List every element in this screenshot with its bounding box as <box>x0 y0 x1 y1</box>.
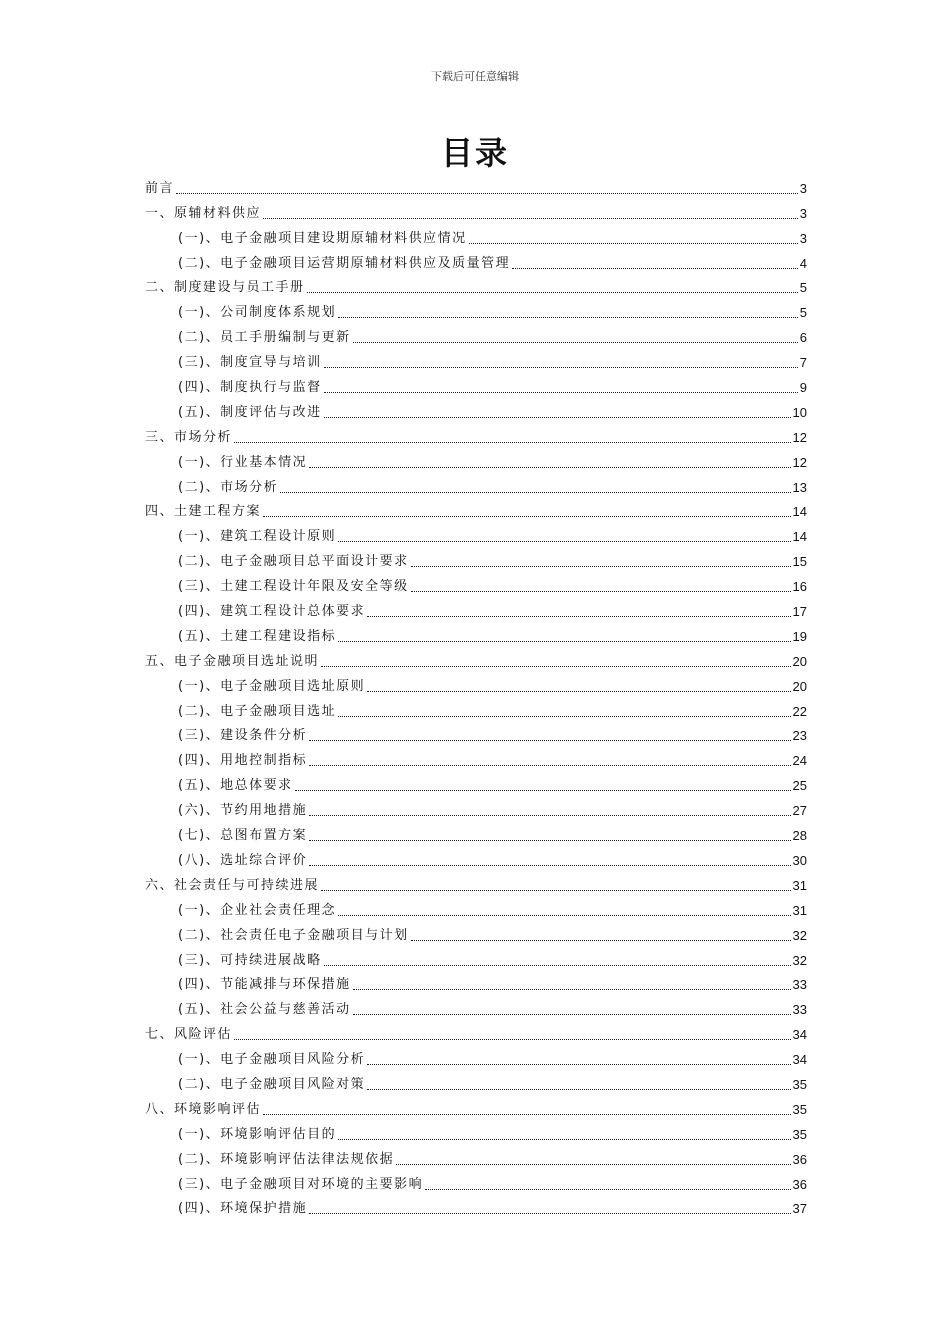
toc-entry-label: 一、原辅材料供应 <box>145 205 262 221</box>
toc-entry-page-number: 5 <box>799 280 807 296</box>
toc-leader-dots <box>512 268 798 269</box>
toc-entry-label: (一)、电子金融项目选址原则 <box>178 678 366 694</box>
toc-leader-dots <box>338 317 798 318</box>
toc-entry[interactable] <box>145 847 807 872</box>
toc-entry-page-number: 14 <box>792 504 807 520</box>
toc-entry-label: (一)、公司制度体系规划 <box>178 305 337 321</box>
toc-leader-dots <box>234 442 791 443</box>
toc-entry[interactable] <box>145 1146 807 1171</box>
toc-entry[interactable] <box>145 698 807 723</box>
toc-entry-label: (二)、市场分析 <box>178 479 279 495</box>
toc-entry[interactable] <box>145 299 807 324</box>
toc-leader-dots <box>307 292 798 293</box>
toc-entry-label: (四)、环境保护措施 <box>178 1201 308 1217</box>
toc-leader-dots <box>280 492 790 493</box>
toc-entry[interactable] <box>145 623 807 648</box>
toc-leader-dots <box>176 193 798 194</box>
toc-leader-dots <box>324 965 791 966</box>
toc-entry-label: (二)、社会责任电子金融项目与计划 <box>178 927 409 943</box>
toc-leader-dots <box>425 1189 790 1190</box>
toc-entry[interactable] <box>145 1121 807 1146</box>
toc-leader-dots <box>234 1039 791 1040</box>
toc-entry[interactable] <box>145 225 807 250</box>
table-of-contents <box>145 175 807 1220</box>
toc-entry[interactable] <box>145 747 807 772</box>
toc-entry-label: (三)、建设条件分析 <box>178 728 308 744</box>
toc-leader-dots <box>309 765 790 766</box>
toc-entry-label: 三、市场分析 <box>145 429 233 445</box>
toc-entry[interactable] <box>145 523 807 548</box>
toc-entry-label: (二)、员工手册编制与更新 <box>178 330 351 346</box>
toc-leader-dots <box>324 392 798 393</box>
toc-leader-dots <box>309 467 790 468</box>
toc-title: 目录 <box>440 134 509 172</box>
toc-leader-dots <box>353 1014 791 1015</box>
toc-entry[interactable] <box>145 648 807 673</box>
toc-entry-page-number: 17 <box>792 604 807 620</box>
toc-entry-label: (八)、选址综合评价 <box>178 852 308 868</box>
toc-leader-dots <box>295 790 791 791</box>
toc-entry-label: (二)、电子金融项目运营期原辅材料供应及质量管理 <box>178 255 511 271</box>
toc-entry-label: (三)、可持续进展战略 <box>178 952 322 968</box>
toc-entry-label: (四)、制度执行与监督 <box>178 380 322 396</box>
toc-leader-dots <box>263 516 791 517</box>
toc-leader-dots <box>338 915 790 916</box>
toc-entry-label: 二、制度建设与员工手册 <box>145 280 305 296</box>
toc-leader-dots <box>396 1164 790 1165</box>
toc-entry-page-number: 3 <box>799 180 807 196</box>
toc-entry[interactable] <box>145 548 807 573</box>
toc-entry-page-number: 3 <box>799 230 807 246</box>
toc-entry[interactable] <box>145 1196 807 1221</box>
toc-leader-dots <box>353 989 791 990</box>
toc-entry-page-number: 35 <box>792 1101 807 1117</box>
toc-entry-page-number: 14 <box>792 529 807 545</box>
toc-entry-page-number: 20 <box>792 653 807 669</box>
toc-entry-label: 五、电子金融项目选址说明 <box>145 653 320 669</box>
toc-entry-label: (四)、节能减排与环保措施 <box>178 977 351 993</box>
toc-entry[interactable] <box>145 250 807 275</box>
toc-entry-label: 七、风险评估 <box>145 1027 233 1043</box>
toc-leader-dots <box>338 716 790 717</box>
toc-entry-page-number: 36 <box>792 1151 807 1167</box>
toc-entry-label: (一)、建筑工程设计原则 <box>178 529 337 545</box>
toc-entry[interactable] <box>145 972 807 997</box>
page-header-note: 下载后可任意编辑 <box>431 70 519 83</box>
toc-leader-dots <box>309 740 790 741</box>
toc-entry-page-number: 24 <box>792 753 807 769</box>
toc-leader-dots <box>309 1213 790 1214</box>
toc-entry-page-number: 12 <box>792 429 807 445</box>
toc-entry-page-number: 34 <box>792 1027 807 1043</box>
toc-leader-dots <box>338 541 790 542</box>
toc-entry[interactable] <box>145 1046 807 1071</box>
toc-entry[interactable] <box>145 573 807 598</box>
toc-entry-page-number: 31 <box>792 877 807 893</box>
toc-entry[interactable] <box>145 996 807 1021</box>
toc-leader-dots <box>353 342 798 343</box>
toc-entry[interactable] <box>145 324 807 349</box>
toc-entry-page-number: 5 <box>799 305 807 321</box>
toc-entry-label: (六)、节约用地措施 <box>178 803 308 819</box>
toc-entry[interactable] <box>145 1096 807 1121</box>
toc-entry[interactable] <box>145 872 807 897</box>
toc-entry[interactable] <box>145 822 807 847</box>
toc-entry-label: (一)、行业基本情况 <box>178 454 308 470</box>
toc-entry-page-number: 32 <box>792 927 807 943</box>
toc-entry-page-number: 7 <box>799 355 807 371</box>
toc-entry-page-number: 30 <box>792 852 807 868</box>
toc-entry-page-number: 33 <box>792 977 807 993</box>
toc-entry-label: (三)、制度宣导与培训 <box>178 355 322 371</box>
toc-entry-label: (三)、土建工程设计年限及安全等级 <box>178 579 409 595</box>
toc-leader-dots <box>469 243 798 244</box>
toc-entry-page-number: 35 <box>792 1126 807 1142</box>
toc-leader-dots <box>321 666 791 667</box>
toc-entry-page-number: 10 <box>792 404 807 420</box>
toc-entry[interactable] <box>145 449 807 474</box>
toc-entry-label: (七)、总图布置方案 <box>178 828 308 844</box>
toc-entry-label: (二)、电子金融项目选址 <box>178 703 337 719</box>
toc-entry-page-number: 35 <box>792 1076 807 1092</box>
toc-entry-label: 六、社会责任与可持续进展 <box>145 877 320 893</box>
toc-leader-dots <box>309 865 790 866</box>
toc-leader-dots <box>367 1064 790 1065</box>
toc-entry-label: (三)、电子金融项目对环境的主要影响 <box>178 1176 424 1192</box>
toc-entry-page-number: 3 <box>799 205 807 221</box>
toc-entry-page-number: 32 <box>792 952 807 968</box>
toc-entry-label: (四)、用地控制指标 <box>178 753 308 769</box>
toc-entry-label: (一)、电子金融项目建设期原辅材料供应情况 <box>178 230 467 246</box>
toc-entry[interactable] <box>145 797 807 822</box>
toc-entry[interactable] <box>145 349 807 374</box>
toc-entry-label: (二)、电子金融项目风险对策 <box>178 1076 366 1092</box>
toc-entry-page-number: 6 <box>799 330 807 346</box>
toc-entry-label: (一)、企业社会责任理念 <box>178 902 337 918</box>
toc-entry-page-number: 27 <box>792 803 807 819</box>
toc-entry[interactable] <box>145 897 807 922</box>
toc-leader-dots <box>309 840 790 841</box>
toc-entry-page-number: 9 <box>799 380 807 396</box>
toc-leader-dots <box>263 218 798 219</box>
toc-entry-label: (一)、电子金融项目风险分析 <box>178 1052 366 1068</box>
toc-leader-dots <box>309 815 790 816</box>
toc-leader-dots <box>324 417 791 418</box>
toc-entry[interactable] <box>145 175 807 200</box>
toc-entry-page-number: 25 <box>792 778 807 794</box>
toc-entry-label: (二)、环境影响评估法律法规依据 <box>178 1151 395 1167</box>
toc-entry-label: 八、环境影响评估 <box>145 1101 262 1117</box>
toc-entry[interactable] <box>145 673 807 698</box>
toc-leader-dots <box>411 566 791 567</box>
toc-entry-label: (五)、社会公益与慈善活动 <box>178 1002 351 1018</box>
toc-leader-dots <box>263 1114 791 1115</box>
toc-entry-page-number: 16 <box>792 579 807 595</box>
toc-leader-dots <box>367 1089 790 1090</box>
toc-entry-label: (四)、建筑工程设计总体要求 <box>178 604 366 620</box>
toc-entry[interactable] <box>145 399 807 424</box>
toc-entry[interactable] <box>145 947 807 972</box>
toc-entry-label: 四、土建工程方案 <box>145 504 262 520</box>
toc-entry[interactable] <box>145 922 807 947</box>
toc-entry-page-number: 4 <box>799 255 807 271</box>
toc-entry-label: (一)、环境影响评估目的 <box>178 1126 337 1142</box>
toc-entry-label: (二)、电子金融项目总平面设计要求 <box>178 554 409 570</box>
toc-entry-page-number: 19 <box>792 628 807 644</box>
toc-entry-page-number: 12 <box>792 454 807 470</box>
toc-entry[interactable] <box>145 474 807 499</box>
toc-entry[interactable] <box>145 1021 807 1046</box>
toc-entry-page-number: 31 <box>792 902 807 918</box>
toc-entry-page-number: 20 <box>792 678 807 694</box>
toc-entry-page-number: 34 <box>792 1052 807 1068</box>
toc-entry-page-number: 15 <box>792 554 807 570</box>
toc-entry-page-number: 36 <box>792 1176 807 1192</box>
toc-entry-label: (五)、地总体要求 <box>178 778 293 794</box>
toc-entry[interactable] <box>145 424 807 449</box>
toc-entry-page-number: 22 <box>792 703 807 719</box>
toc-entry-label: (五)、土建工程建设指标 <box>178 628 337 644</box>
toc-leader-dots <box>367 616 790 617</box>
toc-entry[interactable] <box>145 200 807 225</box>
toc-entry-page-number: 28 <box>792 828 807 844</box>
toc-entry-page-number: 23 <box>792 728 807 744</box>
toc-entry-page-number: 13 <box>792 479 807 495</box>
toc-leader-dots <box>411 940 791 941</box>
toc-entry[interactable] <box>145 598 807 623</box>
toc-leader-dots <box>324 367 798 368</box>
toc-entry-label: 前言 <box>145 180 175 196</box>
toc-entry-label: (五)、制度评估与改进 <box>178 404 322 420</box>
toc-entry[interactable] <box>145 374 807 399</box>
toc-entry-page-number: 37 <box>792 1201 807 1217</box>
toc-entry-page-number: 33 <box>792 1002 807 1018</box>
toc-leader-dots <box>321 890 791 891</box>
toc-entry[interactable] <box>145 1071 807 1096</box>
toc-entry[interactable] <box>145 772 807 797</box>
toc-leader-dots <box>411 591 791 592</box>
toc-leader-dots <box>338 1139 790 1140</box>
toc-entry[interactable] <box>145 723 807 748</box>
toc-entry[interactable] <box>145 499 807 524</box>
toc-leader-dots <box>367 691 790 692</box>
toc-leader-dots <box>338 641 790 642</box>
toc-entry[interactable] <box>145 275 807 300</box>
toc-entry[interactable] <box>145 1171 807 1196</box>
